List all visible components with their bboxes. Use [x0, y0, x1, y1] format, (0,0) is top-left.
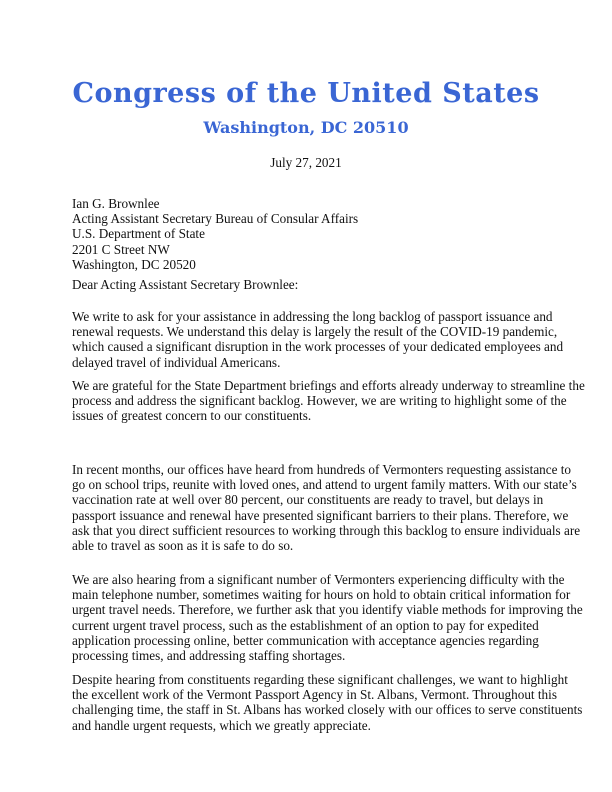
address-line: 2201 C Street NW: [72, 241, 170, 257]
recipient-address: [72, 196, 552, 272]
text-line: ask that you direct sufficient resources to working through this backlog to ensure individuals are: [72, 522, 581, 538]
text-line: vaccination rate at well over 80 percent, our constituents are ready to travel, but delays in: [72, 492, 544, 508]
text-line: and handle urgent requests, which we greatly appreciate.: [72, 717, 371, 733]
text-line: the excellent work of the Vermont Passport Agency in St. Albans, Vermont. Throughout this: [72, 687, 557, 703]
text-line: We write to ask for your assistance in addressing the long backlog of passport issuance and: [72, 309, 553, 324]
text-line: We are also hearing from a significant number of Vermonters experiencing difficulty with the: [72, 572, 565, 587]
paragraph-4: [72, 572, 583, 663]
text-line: current urgent travel process, such as the establishment of an option to pay for expedited: [72, 617, 539, 633]
paragraph-5: [72, 672, 583, 733]
text-line: process and address the significant backlog. However, we are writing to highlight some of the: [72, 393, 567, 409]
text-line: go on school trips, reunite with loved ones, and attend to urgent family matters. With our state’s: [72, 477, 577, 493]
text-line: We are grateful for the State Department briefings and efforts already underway to streamline the: [72, 378, 585, 393]
text-line: which caused a significant disruption in the work processes of your dedicated employees and: [72, 339, 564, 355]
text-line: Despite hearing from constituents regarding these significant challenges, we want to highlight: [72, 672, 568, 687]
text-line: passport issuance and renewal have presented significant barriers to their plans. Therefore, we: [72, 507, 569, 523]
address-line: Washington, DC 20520: [72, 256, 196, 272]
address-line: U.S. Department of State: [72, 226, 205, 242]
text-line: issues of greatest concern to our constituents.: [72, 408, 312, 424]
text-line: urgent travel needs. Therefore, we further ask that you identify viable methods for improving the: [72, 602, 583, 618]
text-line: renewal requests. We understand this delay is largely the result of the COVID-19 pandemic,: [72, 324, 558, 340]
text-line: processing times, and addressing staffing shortages.: [72, 647, 346, 663]
text-line: delayed travel of individual Americans.: [72, 354, 281, 370]
text-line: application processing online, better communication with acceptance agencies regarding: [72, 632, 539, 648]
text-line: main telephone number, sometimes waiting for hours on hold to obtain critical information for: [72, 587, 571, 603]
text-line: able to travel as soon as it is safe to do so.: [72, 537, 294, 553]
address-line: Acting Assistant Secretary Bureau of Consular Affairs: [72, 211, 359, 227]
paragraph-3: [72, 462, 581, 553]
letterhead-title: Congress of the United States: [72, 78, 540, 109]
text-line: In recent months, our offices have heard from hundreds of Vermonters requesting assistance to: [72, 462, 572, 477]
salutation: Dear Acting Assistant Secretary Brownlee:: [72, 277, 299, 292]
address-line: Ian G. Brownlee: [72, 196, 160, 211]
paragraph-2: [72, 378, 585, 424]
letter-date: July 27, 2021: [270, 155, 342, 170]
letterhead-subtitle: Washington, DC 20510: [203, 118, 409, 137]
text-line: challenging time, the staff in St. Albans has worked closely with our offices to serve constituents: [72, 702, 583, 718]
paragraph-1: [72, 309, 564, 370]
